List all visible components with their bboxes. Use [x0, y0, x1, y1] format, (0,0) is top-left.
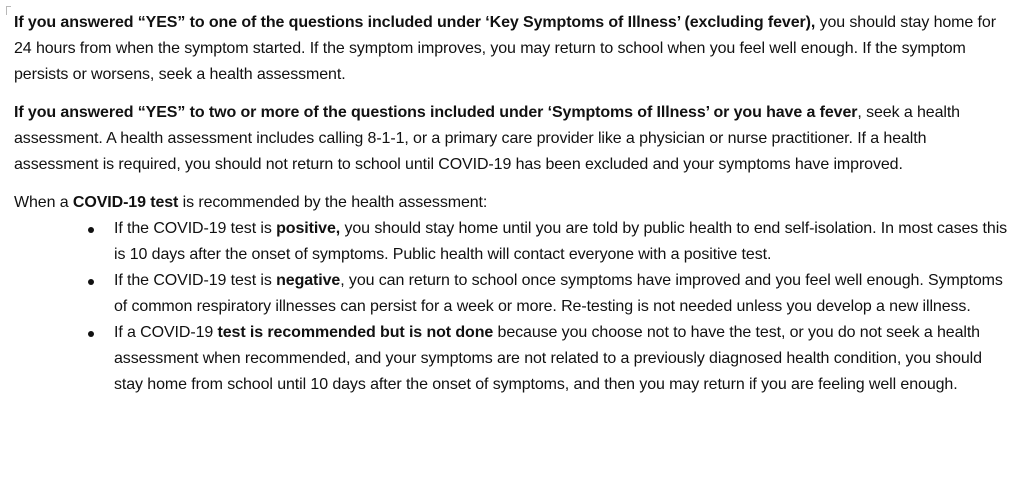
bullet-positive-after: you should stay home until you are told by public health to end self-isolation. In most cases this is 10 days after the onset of symptoms. Public health will contact everyone with a positive test.: [114, 220, 1008, 263]
bullet-positive-bold: positive,: [276, 220, 341, 237]
bullet-negative-bold: negative: [276, 272, 341, 289]
covid-test-intro-after: is recommended by the health assessment:: [178, 194, 488, 211]
bullet-not-done-before: If a COVID-19: [114, 324, 218, 341]
bullet-icon: [88, 279, 94, 285]
bullet-not-done-after: because you choose not to have the test, or you do not seek a health assessment when recommended, and your symptoms are not related to a previously diagnosed health condition, you should stay home from school until 10 days after the onset of symptoms, and then you may return if you are feeling well enough.: [114, 324, 982, 393]
covid-test-outcomes-list: [14, 216, 1014, 398]
bullet-not-done-bold: test is recommended but is not done: [217, 324, 494, 341]
key-symptoms-paragraph: [14, 10, 1014, 88]
symptoms-fever-bold: If you answered “YES” to two or more of the questions included under ‘Symptoms of Illness’ or you have a fever: [14, 104, 858, 121]
document-body: [14, 10, 1014, 398]
symptoms-fever-paragraph: [14, 100, 1014, 178]
list-item-not-done: [14, 320, 1014, 398]
list-item-positive: [14, 216, 1014, 268]
bullet-positive-before: If the COVID-19 test is: [114, 220, 277, 237]
covid-test-intro-bold: COVID-19 test: [72, 194, 179, 211]
list-item-negative: [14, 268, 1014, 320]
bullet-negative-after: , you can return to school once symptoms have improved and you feel well enough. Symptoms of common respiratory illnesses can persist for a week or more. Re-testing is not needed unless you develop a new illness.: [114, 272, 1003, 315]
covid-test-intro: [14, 190, 1014, 216]
symptoms-fever-text: , seek a health assessment. A health assessment includes calling 8-1-1, or a primary care provider like a physician or nurse practitioner. If a health assessment is required, you should not return to school until COVID-19 has been excluded and your symptoms have improved.: [14, 104, 960, 173]
bullet-icon: [88, 227, 94, 233]
page-corner-mark: [6, 6, 11, 15]
covid-test-intro-before: When a: [14, 194, 73, 211]
bullet-negative-before: If the COVID-19 test is: [114, 272, 277, 289]
key-symptoms-bold: If you answered “YES” to one of the questions included under ‘Key Symptoms of Illness’ (excluding fever),: [14, 14, 816, 31]
bullet-icon: [88, 331, 94, 337]
key-symptoms-text: you should stay home for 24 hours from when the symptom started. If the symptom improves, you may return to school when you feel well enough. If the symptom persists or worsens, seek a health assessment.: [14, 14, 996, 83]
